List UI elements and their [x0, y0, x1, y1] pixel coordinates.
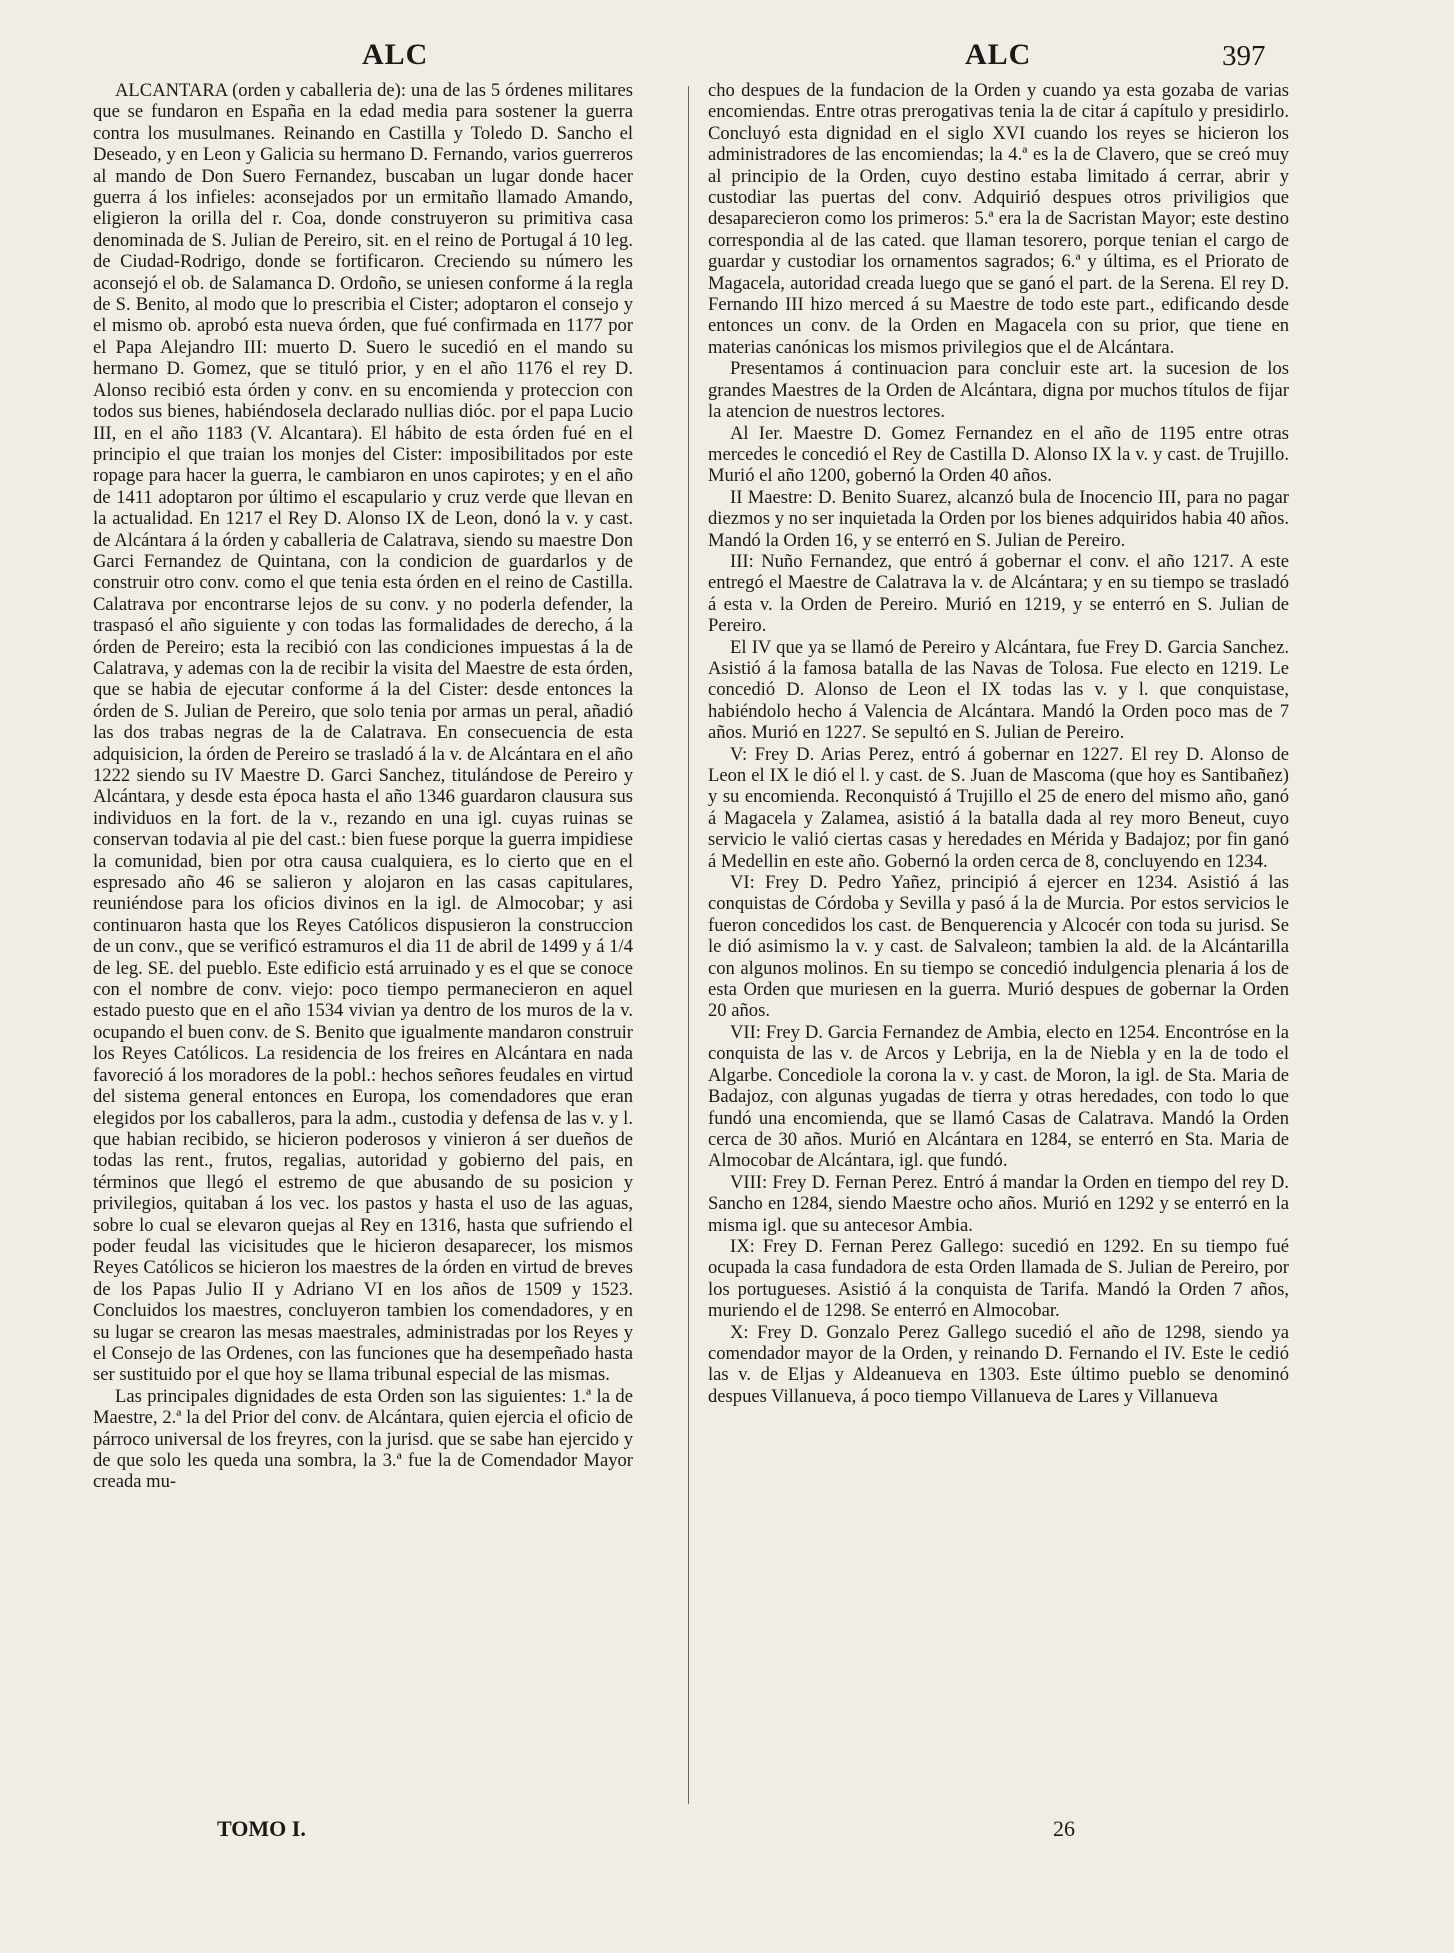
paragraph: X: Frey D. Gonzalo Perez Gallego sucedió el año de 1298, siendo ya comendador mayor de la Orden, y reinando D. Fernando el IV. Este le cedió las v. de Eljas y Aldeanueva en 1303. Este último pueblo se denominó despues Villanueva, á poco tiempo Villanueva de Lares y Villanueva	[708, 1321, 1289, 1407]
running-header-right: ALC	[965, 38, 1032, 71]
paragraph: Al Ier. Maestre D. Gomez Fernandez en el año de 1195 entre otras mercedes le concedió el Rey de Castilla D. Alonso IX la v. y cast. de Trujillo. Murió el año 1200, gobernó la Orden 40 años.	[708, 422, 1289, 487]
left-column	[93, 80, 633, 1493]
volume-label: TOMO I.	[217, 1816, 306, 1841]
paragraph: VI: Frey D. Pedro Yañez, principió á ejercer en 1234. Asistió á las conquistas de Córdoba y Sevilla y pasó á la de Murcia. Por estos servicios le fueron concedidos los cast. de Benquerencia y Alcocér con toda su jurisd. Se le dió asimismo la v. y cast. de Salvaleon; tambien la ald. de la Alcántarilla con algunos molinos. En su tiempo se concedió indulgencia plenaria á los de esta Orden que muriesen en la guerra. Murió despues de gobernar la Orden 20 años.	[708, 872, 1289, 1022]
paragraph: El IV que ya se llamó de Pereiro y Alcántara, fue Frey D. Garcia Sanchez. Asistió á la famosa batalla de las Navas de Tolosa. Fue electo en 1219. Le concedió D. Alonso de Leon el IX todas las v. y l. que conquistase, habiéndolo hecho á Valencia de Alcántara. Mandó la Orden poco mas de 7 años. Murió en 1227. Se sepultó en S. Julian de Pereiro.	[708, 636, 1289, 744]
running-header-left: ALC	[362, 38, 429, 71]
paragraph: Presentamos á continuacion para concluir este art. la sucesion de los grandes Maestres de la Orden de Alcántara, digna por muchos títulos de fijar la atencion de nuestros lectores.	[708, 358, 1289, 423]
paragraph: IX: Frey D. Fernan Perez Gallego: sucedió en 1292. En su tiempo fué ocupada la casa fundadora de esta Orden llamada de S. Julian de Pereiro, por los portugueses. Asistió á la conquista de Tarifa. Mandó la Orden 7 años, muriendo el de 1298. Se enterró en Almocobar.	[708, 1235, 1289, 1322]
page-number: 397	[1222, 40, 1266, 72]
paragraph: II Maestre: D. Benito Suarez, alcanzó bula de Inocencio III, para no pagar diezmos y no ser inquietada la Orden por los bienes adquiridos habia 40 años. Mandó la Orden 16, y se enterró en S. Julian de Pereiro.	[708, 486, 1289, 551]
paragraph: Las principales dignidades de esta Orden son las siguientes: 1.ª la de Maestre, 2.ª la del Prior del conv. de Alcántara, quien ejercia el oficio de párroco universal de los freyres, con la jurisd. que se sabe han ejercido y de que solo les queda una sombra, la 3.ª fue la de Comendador Mayor creada mu-	[93, 1385, 633, 1493]
paragraph: V: Frey D. Arias Perez, entró á gobernar en 1227. El rey D. Alonso de Leon el IX le dió el l. y cast. de S. Juan de Mascoma (que hoy es Santibañez) y su encomienda. Reconquistó á Trujillo el 25 de enero del mismo año, ganó á Magacela y Zalamea, asistió á la batalla dada al rey moro Beneut, cuyo servicio le valió ciertas casas y heredades en Mérida y Badajoz; por fin ganó á Medellin en este año. Gobernó la orden cerca de 8, concluyendo en 1234.	[708, 743, 1289, 872]
paragraph: VIII: Frey D. Fernan Perez. Entró á mandar la Orden en tiempo del rey D. Sancho en 1284, siendo Maestre ocho años. Murió en 1292 y se enterró en la misma igl. que su antecesor Ambia.	[708, 1171, 1289, 1236]
paragraph: III: Nuño Fernandez, que entró á gobernar el conv. el año 1217. A este entregó el Maestre de Calatrava la v. de Alcántara; y en su tiempo se trasladó á esta v. la Orden de Pereiro. Murió en 1219, y se enterró en S. Julian de Pereiro.	[708, 550, 1289, 637]
right-column	[708, 80, 1289, 1407]
signature-mark: 26	[1053, 1816, 1075, 1841]
paragraph: ALCANTARA (orden y caballeria de): una de las 5 órdenes militares que se fundaron en España en la edad media para sostener la guerra contra los musulmanes. Reinando en Castilla y Toledo D. Sancho el Deseado, y en Leon y Galicia su hermano D. Fernando, varios guerreros al mando de Don Suero Fernandez, buscaban un lugar donde hacer guerra á los infieles: aconsejados por un ermitaño llamado Amando, eligieron la orilla del r. Coa, donde construyeron su primitiva casa denominada de S. Julian de Pereiro, sit. en el reino de Portugal á 10 leg. de Ciudad-Rodrigo, donde se fortificaron. Creciendo su número les aconsejó el ob. de Salamanca D. Ordoño, se uniesen conforme á la regla de S. Benito, al modo que lo prescribia el Cister; adoptaron el consejo y el mismo ob. aprobó esta nueva órden, que fué confirmada en 1177 por el Papa Alejandro III: muerto D. Suero le sucedió en el mando su hermano D. Gomez, que se tituló prior, y en el año 1176 el rey D. Alonso recibió esta órden y conv. en su encomienda y proteccion con todos sus bienes, habiéndosela declarado nullias dióc. por el papa Lucio III, en el año 1183 (V. Alcantara). El hábito de esta órden fué en el principio el que traian los monjes del Cister: imposibilitados por este ropage para hacer la guerra, le cambiaron en unos capirotes; y en el año de 1411 adoptaron por último el escapulario y cruz verde que llevan en la actualidad. En 1217 el Rey D. Alonso IX de Leon, donó la v. y cast. de Alcántara á la órden y caballeria de Calatrava, siendo su maestre Don Garci Fernandez de Quintana, con la condicion de guardarlos y de construir otro conv. como el que tenia esta órden en el reino de Castilla. Calatrava por encontrarse lejos de su conv. y no poderla defender, la traspasó el año siguiente y con todas las formalidades de derecho, á la órden de Pereiro; esta la recibió con las condiciones impuestas á la de Calatrava, y ademas con la de recibir la visita del Maestre de esta órden, que se habia de ejecutar conforme á la del Cister: desde entonces la órden de S. Julian de Pereiro, que solo tenia por armas un peral, añadió las dos trabas negras de la de Calatrava. En consecuencia de esta adquisicion, la órden de Pereiro se trasladó á la v. de Alcántara en el año 1222 siendo su IV Maestre D. Garci Sanchez, titulándose de Pereiro y Alcántara, y desde esta época hasta el año 1346 guardaron clausura sus individuos en la fort. de la v., rezando en una igl. cuyas ruinas se conservan todavia al pie del cast.: bien fuese porque la guerra impidiese la comunidad, bien por otra causa cualquiera, es lo cierto que en el espresado año 46 se salieron y alojaron en las casas capitulares, reuniéndose para los oficios divinos en la igl. de Almocobar; y asi continuaron hasta que los Reyes Católicos dispusieron la construccion de un conv., que se verificó estramuros el dia 11 de abril de 1499 y á 1/4 de leg. SE. del pueblo. Este edificio está arruinado y es el que se conoce con el nombre de conv. viejo: poco tiempo permanecieron en aquel estado puesto que en el año 1534 vivian ya dentro de los muros de la v. ocupando el buen conv. de S. Benito que igualmente mandaron construir los Reyes Católicos. La residencia de los freires en Alcántara en nada favoreció á los moradores de la pobl.: hechos señores feudales en virtud del sistema general entonces en Europa, los comendadores que eran elegidos por los caballeros, para la adm., custodia y defensa de las v. y l. que habian recibido, se hicieron poderosos y vinieron á ser dueños de todas las rent., frutos, regalias, autoridad y gobierno del pais, en términos que llegó el estremo de que abusando de su posicion y privilegios, quitaban á los vec. los pastos y hasta el uso de las aguas, sobre lo cual se elevaron quejas al Rey en 1316, hasta que sufriendo el poder feudal las vicisitudes que le hicieron desaparecer, los mismos Reyes Católicos se hicieron los maestres de la órden en virtud de breves de los Papas Julio II y Adriano VI en los años de 1509 y 1523. Concluidos los maestres, concluyeron tambien los comendadores, y en su lugar se crearon las mesas maestrales, administradas por los Reyes y el Consejo de las Ordenes, con las funciones que ha desempeñado hasta ser sustituido por el que hoy se llama tribunal especial de las mismas.	[93, 80, 633, 1386]
paragraph: cho despues de la fundacion de la Orden y cuando ya esta gozaba de varias encomiendas. Entre otras prerogativas tenia la de citar á capítulo y presidirlo. Concluyó esta dignidad en el siglo XVI cuando los reyes se hicieron los administradores de las encomiendas; la 4.ª es la de Clavero, que se creó muy al principio de la Orden, cuyo destino estaba limitado á cerrar, abrir y custodiar las puertas del conv. Adquirió despues otros priviligios que desaparecieron como los primeros: 5.ª era la de Sacristan Mayor; este destino correspondia al de las cated. que llaman tesorero, porque tenian el cargo de guardar y custodiar los ornamentos sagrados; 6.ª y última, es el Priorato de Magacela, autoridad creada luego que se ganó el part. de la Serena. El rey D. Fernando III hizo merced á su Maestre de todo este part., edificando desde entonces un conv. de la Orden en Magacela con su prior, que tiene en materias canónicas los mismos privilegios que el de Alcántara.	[708, 80, 1289, 358]
column-divider	[688, 86, 689, 1804]
paragraph: VII: Frey D. Garcia Fernandez de Ambia, electo en 1254. Encontróse en la conquista de las v. de Arcos y Lebrija, en la de Niebla y en la de todo el Algarbe. Concediole la corona la v. y cast. de Moron, la igl. de Sta. Maria de Badajoz, con algunas yugadas de tierra y otras heredades, con todo lo que fundó una encomienda, que se llamó Casas de Calatrava. Mandó la Orden cerca de 30 años. Murió en Alcántara en 1284, se enterró en Sta. Maria de Almocobar de Alcántara, igl. que fundó.	[708, 1021, 1289, 1172]
